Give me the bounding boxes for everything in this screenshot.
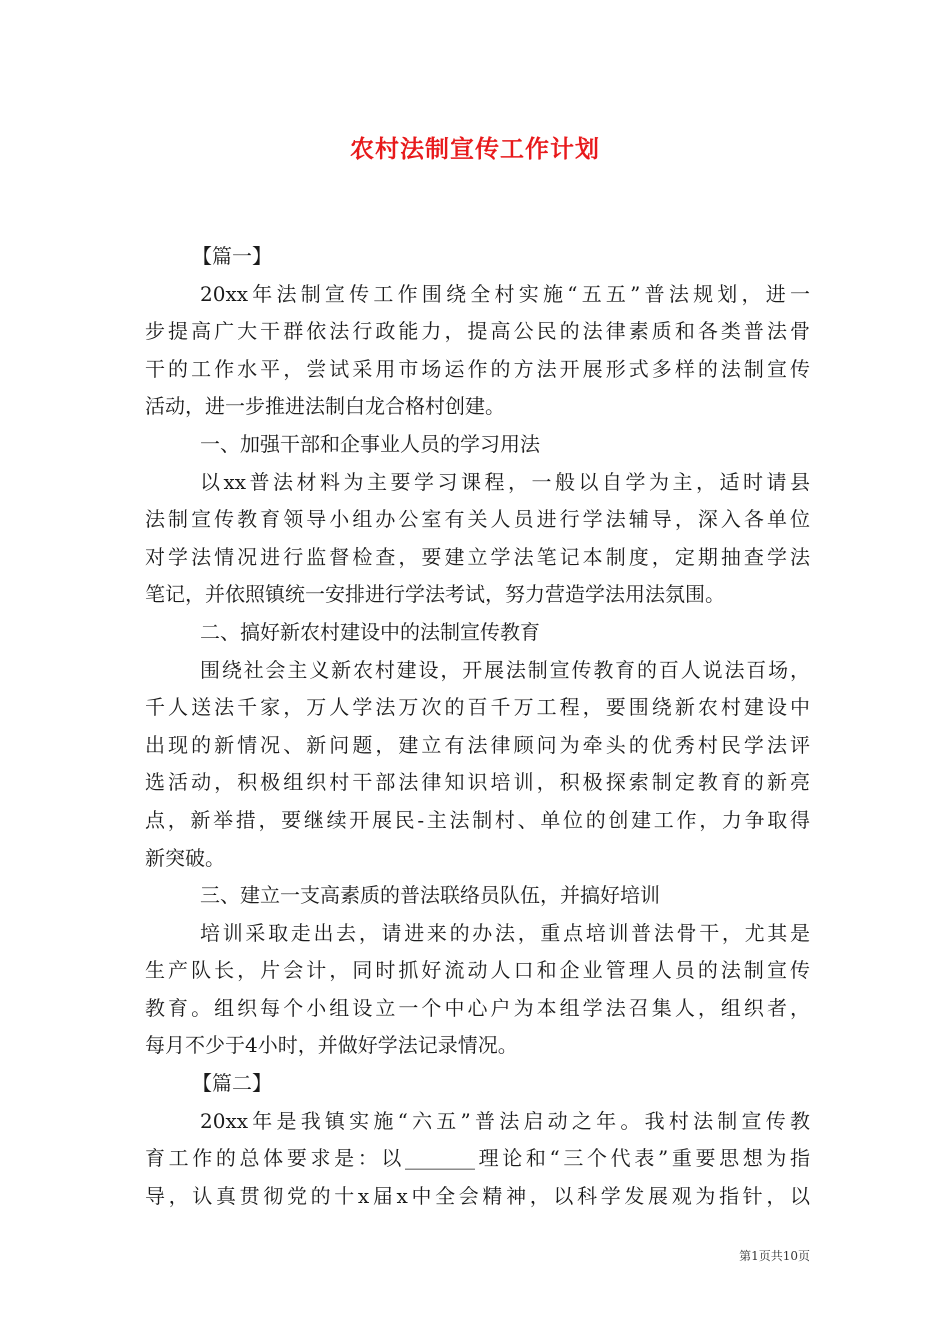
section-heading: 一、加强干部和企事业人员的学习用法 (200, 431, 540, 456)
paragraph-line: 导，认真贯彻党的十x届x中全会精神，以科学发展观为指针，以 (145, 1183, 810, 1208)
paragraph-line: 生产队长，片会计，同时抓好流动人口和企业管理人员的法制宣传 (145, 958, 810, 983)
page-number: 第1页共10页 (739, 1249, 810, 1263)
paragraph-line: 新突破。 (145, 845, 225, 870)
paragraph-line: 对学法情况进行监督检查，要建立学法笔记本制度，定期抽查学法 (145, 544, 810, 569)
paragraph-line: 20xx年是我镇实施“六五”普法启动之年。我村法制宣传教 (200, 1108, 810, 1133)
section-label: 【篇二】 (192, 1071, 272, 1096)
paragraph-line: 步提高广大干群依法行政能力，提高公民的法律素质和各类普法骨 (145, 319, 810, 344)
section-heading: 三、建立一支高素质的普法联络员队伍，并搞好培训 (200, 883, 660, 908)
section-label: 【篇一】 (192, 244, 272, 268)
paragraph-line: 活动，进一步推进法制白龙合格村创建。 (145, 394, 505, 419)
paragraph-line: 育工作的总体要求是：以_______理论和“三个代表”重要思想为指 (145, 1146, 810, 1171)
paragraph-line: 以xx普法材料为主要学习课程，一般以自学为主，适时请县 (200, 469, 810, 494)
paragraph-line: 出现的新情况、新问题，建立有法律顾问为牵头的优秀村民学法评 (145, 732, 810, 757)
paragraph-line: 笔记，并依照镇统一安排进行学法考试，努力营造学法用法氛围。 (145, 582, 725, 607)
paragraph-line: 20xx年法制宣传工作围绕全村实施“五五”普法规划，进一 (200, 281, 810, 306)
paragraph-line: 点，新举措，要继续开展民-主法制村、单位的创建工作，力争取得 (145, 807, 810, 832)
paragraph-line: 干的工作水平，尝试采用市场运作的方法开展形式多样的法制宣传 (145, 356, 810, 381)
document-body (145, 238, 810, 1215)
paragraph-line: 选活动，积极组织村干部法律知识培训，积极探索制定教育的新亮 (145, 770, 810, 795)
paragraph-line: 千人送法千家，万人学法万次的百千万工程，要围绕新农村建设中 (145, 695, 810, 720)
paragraph-line: 法制宣传教育领导小组办公室有关人员进行学法辅导，深入各单位 (145, 507, 810, 532)
paragraph-line: 围绕社会主义新农村建设，开展法制宣传教育的百人说法百场， (200, 657, 810, 682)
paragraph-line: 教育。组织每个小组设立一个中心户为本组学法召集人，组织者， (145, 995, 810, 1020)
document-title: 农村法制宣传工作计划 (350, 134, 600, 163)
paragraph-line: 培训采取走出去，请进来的办法，重点培训普法骨干，尤其是 (200, 920, 810, 945)
paragraph-line: 每月不少于4小时，并做好学法记录情况。 (145, 1033, 518, 1058)
section-heading: 二、搞好新农村建设中的法制宣传教育 (200, 619, 540, 644)
